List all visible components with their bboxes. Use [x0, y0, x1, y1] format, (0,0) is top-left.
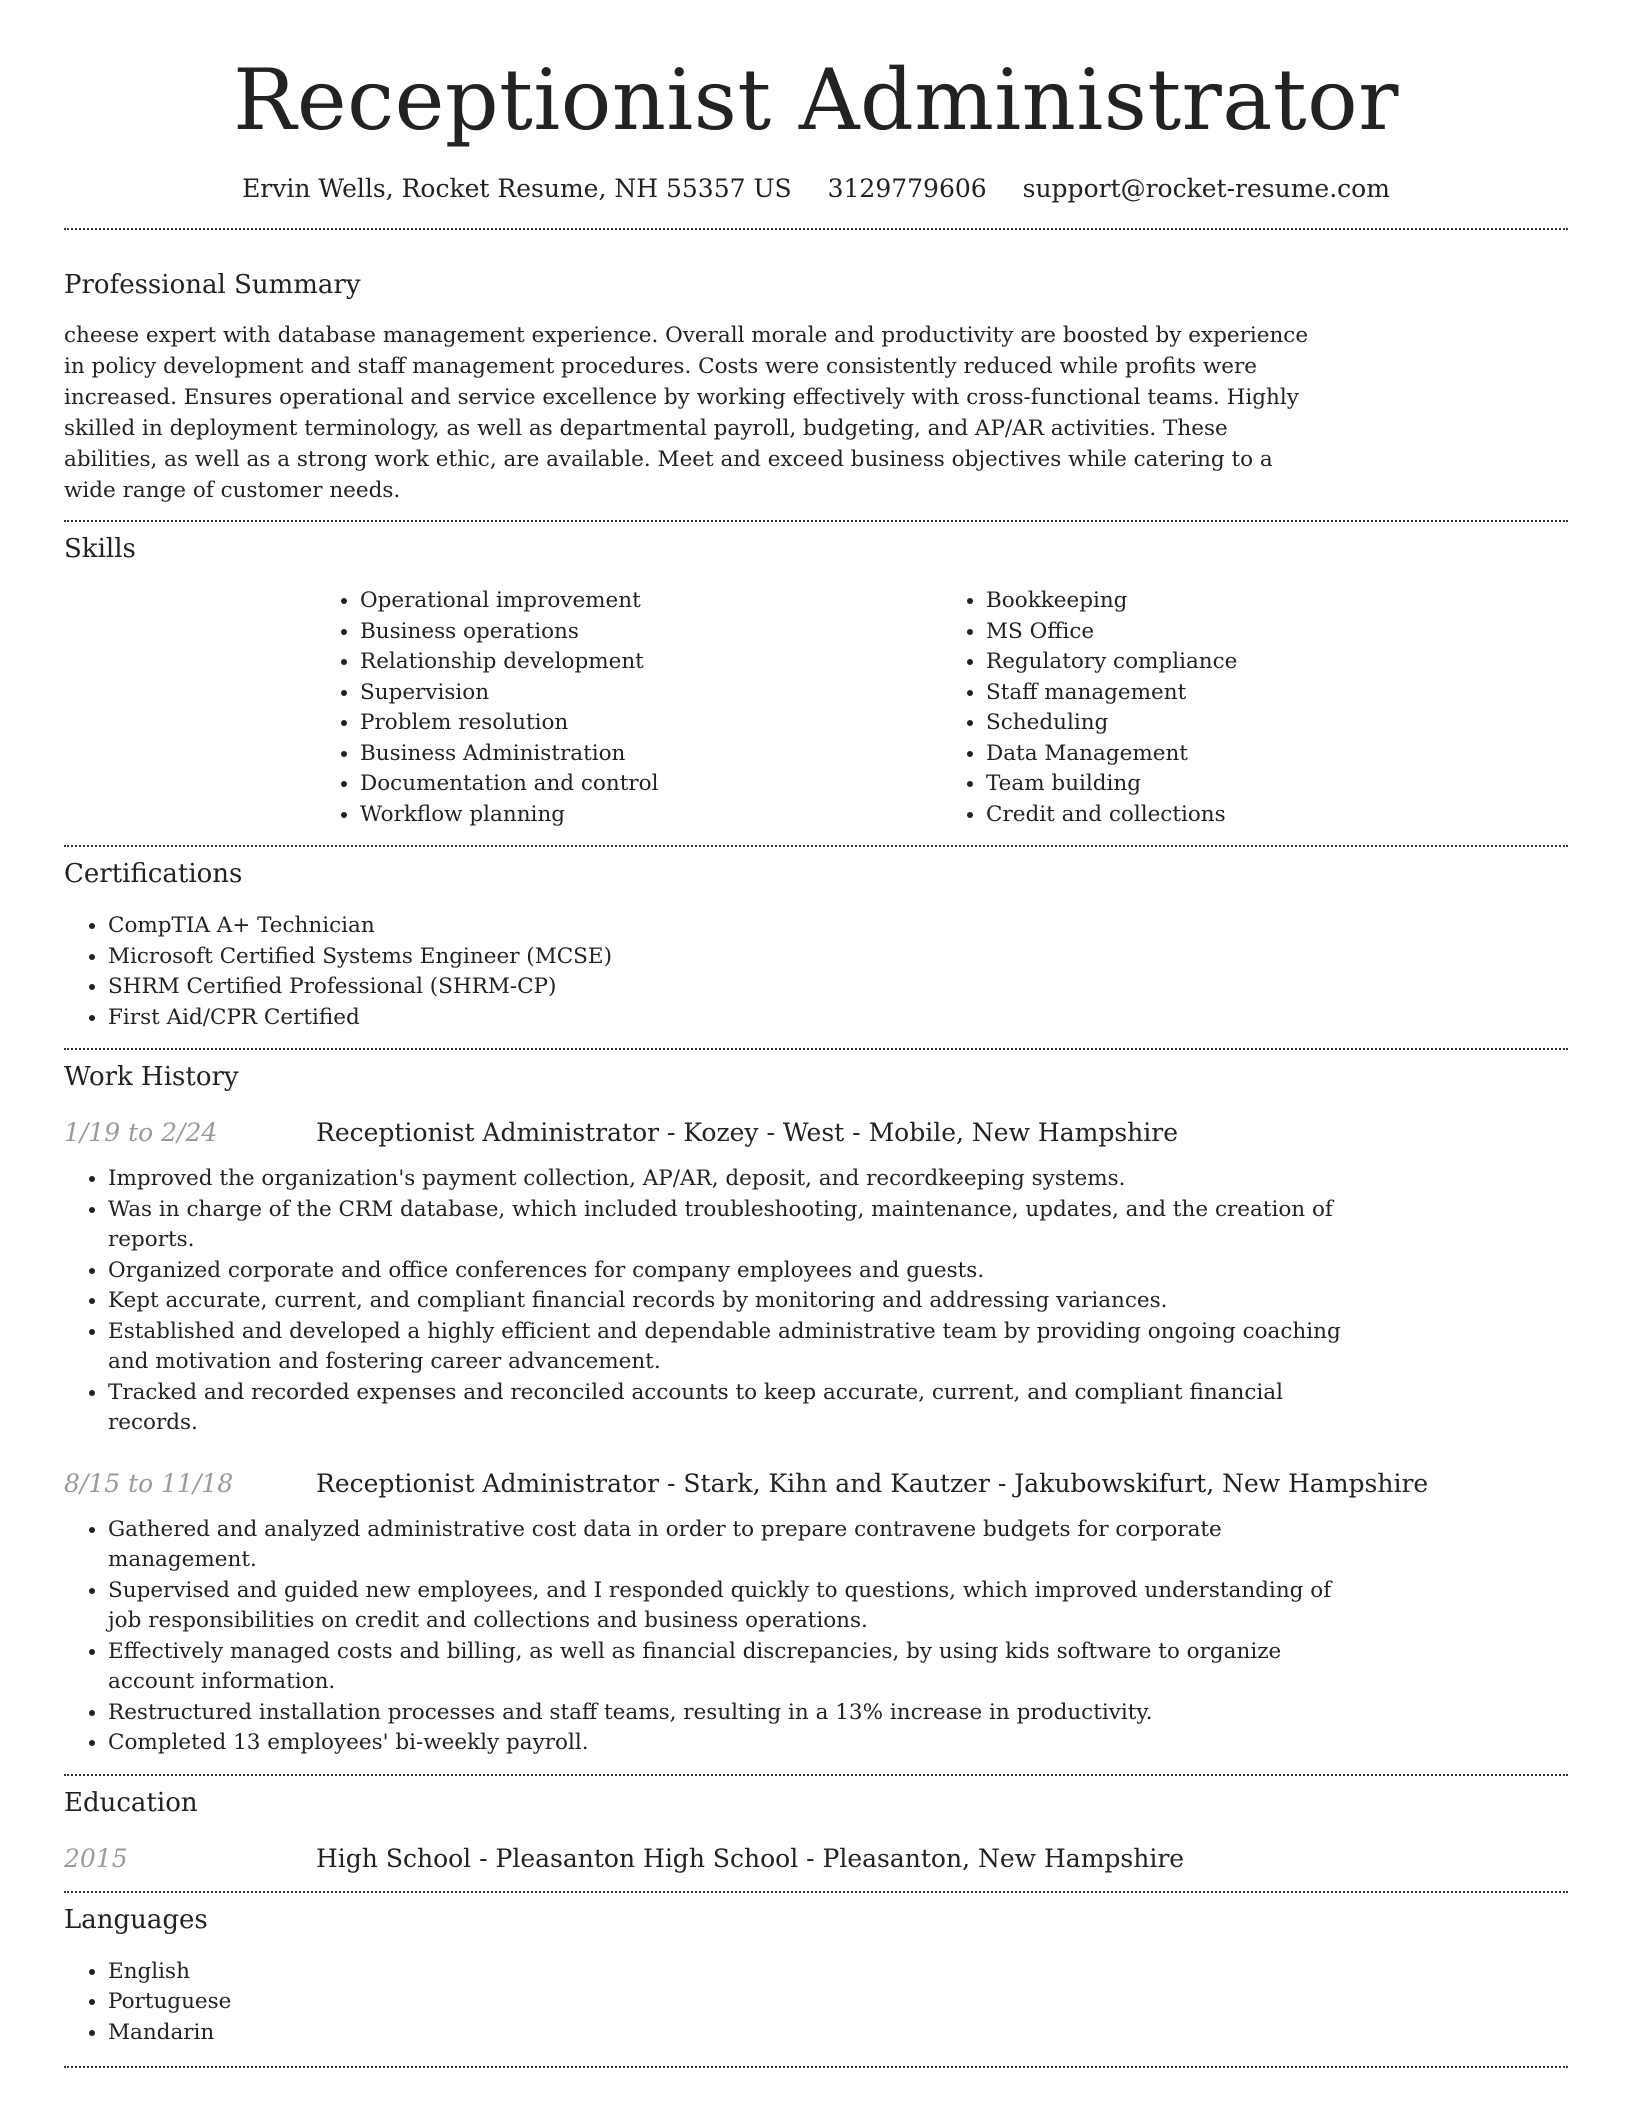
list-item: • Operational improvement: [360, 586, 942, 617]
list-item: • Organized corporate and office conferences for company employees and guests.: [108, 1256, 1360, 1287]
education-heading: Education: [64, 1787, 198, 1818]
languages-list: [64, 1957, 1360, 2049]
job-dates: 8/15 to 11/18: [64, 1468, 234, 1498]
list-item: • Effectively managed costs and billing, as well as financial discrepancies, by using kids software to organize account information.: [108, 1637, 1360, 1698]
summary-heading: Professional Summary: [64, 270, 361, 300]
list-item: • CompTIA A+ Technician: [108, 911, 1360, 942]
education-degree: High School - Pleasanton High School - Pleasanton, New Hampshire: [316, 1843, 1185, 1873]
languages-section: [64, 1893, 1568, 2049]
list-item: • Documentation and control: [360, 769, 942, 800]
education-entry: [64, 1842, 1568, 1876]
resume-page: [64, 0, 1568, 2068]
list-item: • Business operations: [360, 617, 942, 648]
contact-address: Ervin Wells, Rocket Resume, NH 55357 US: [242, 174, 792, 203]
job-header: [64, 1467, 1568, 1501]
list-item: • Workflow planning: [360, 800, 942, 831]
list-item: • Gathered and analyzed administrative cost data in order to prepare contravene budgets for corporate management.: [108, 1515, 1360, 1576]
list-item: • Improved the organization's payment collection, AP/AR, deposit, and recordkeeping systems.: [108, 1164, 1360, 1195]
skills-columns: [316, 586, 1568, 830]
skills-heading: Skills: [64, 534, 136, 564]
list-item: • Regulatory compliance: [986, 647, 1568, 678]
list-item: • Data Management: [986, 739, 1568, 770]
list-item: • Portuguese: [108, 1987, 1360, 2018]
list-item: • Team building: [986, 769, 1568, 800]
list-item: • Scheduling: [986, 708, 1568, 739]
list-item: • Was in charge of the CRM database, which included troubleshooting, maintenance, updates, and the creation of reports.: [108, 1195, 1360, 1256]
contact-email: support@rocket-resume.com: [1022, 174, 1390, 203]
list-item: • English: [108, 1957, 1360, 1988]
job-header: [64, 1116, 1568, 1150]
education-year: 2015: [64, 1843, 128, 1873]
list-item: • Completed 13 employees' bi-weekly payroll.: [108, 1728, 1360, 1759]
languages-heading: Languages: [64, 1904, 208, 1935]
job-title: Receptionist Administrator - Kozey - West - Mobile, New Hampshire: [316, 1118, 1178, 1147]
list-item: • Restructured installation processes and staff teams, resulting in a 13% increase in productivity.: [108, 1698, 1360, 1729]
work-heading: Work History: [64, 1062, 239, 1092]
job-entry: [64, 1116, 1568, 1439]
job-title: Receptionist Administrator - Stark, Kihn and Kautzer - Jakubowskifurt, New Hampshire: [316, 1468, 1429, 1498]
list-item: • MS Office: [986, 617, 1568, 648]
list-item: • Supervised and guided new employees, and I responded quickly to questions, which improved understanding of job responsibilities on credit and collections and business operations.: [108, 1576, 1360, 1637]
divider: [64, 2066, 1568, 2068]
job-dates: 1/19 to 2/24: [64, 1118, 218, 1147]
job-entry: [64, 1467, 1568, 1759]
certifications-heading: Certifications: [64, 859, 243, 889]
list-item: • First Aid/CPR Certified: [108, 1003, 1360, 1034]
work-section: [64, 1050, 1568, 1759]
job-bullets: [64, 1164, 1360, 1439]
page-title: Receptionist Administrator: [233, 51, 1399, 149]
list-item: • Business Administration: [360, 739, 942, 770]
certifications-section: [64, 847, 1568, 1033]
summary-section: [64, 230, 1568, 506]
list-item: • Bookkeeping: [986, 586, 1568, 617]
skills-list-right: [942, 586, 1568, 830]
list-item: • Problem resolution: [360, 708, 942, 739]
list-item: • Microsoft Certified Systems Engineer (MCSE): [108, 942, 1360, 973]
list-item: • Tracked and recorded expenses and reconciled accounts to keep accurate, current, and compliant financial records.: [108, 1378, 1360, 1439]
skills-section: [64, 522, 1568, 830]
list-item: • Mandarin: [108, 2018, 1360, 2049]
list-item: • Staff management: [986, 678, 1568, 709]
list-item: • Established and developed a highly efficient and dependable administrative team by providing ongoing coaching and motivation and fostering career advancement.: [108, 1317, 1360, 1378]
summary-text: cheese expert with database management experience. Overall morale and productivity are boosted by experience in policy development and staff management procedures. Costs were consistently reduced while profits were increased. Ensures operational and service excellence by working effectively with cross-functional teams. Highly skilled in deployment terminology, as well as departmental payroll, budgeting, and AP/AR activities. These abilities, as well as a strong work ethic, are available. Meet and exceed business objectives while catering to a wide range of customer needs.: [64, 323, 1309, 503]
certifications-list: [64, 911, 1360, 1033]
list-item: • Kept accurate, current, and compliant financial records by monitoring and addressing variances.: [108, 1286, 1360, 1317]
skills-list-left: [316, 586, 942, 830]
contact-line: [64, 172, 1568, 206]
list-item: • SHRM Certified Professional (SHRM-CP): [108, 972, 1360, 1003]
contact-phone: 3129779606: [827, 174, 987, 203]
list-item: • Credit and collections: [986, 800, 1568, 831]
list-item: • Supervision: [360, 678, 942, 709]
job-bullets: [64, 1515, 1360, 1759]
education-section: [64, 1776, 1568, 1876]
list-item: • Relationship development: [360, 647, 942, 678]
